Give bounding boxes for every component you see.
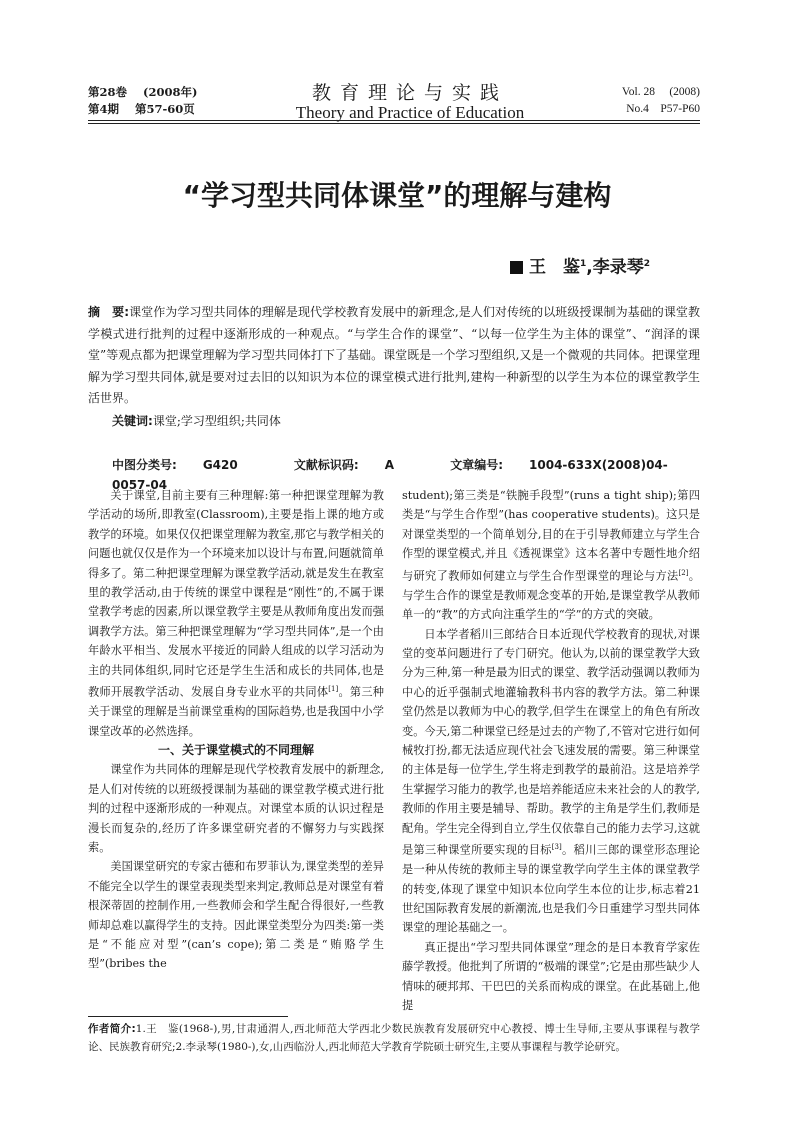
doc-code bbox=[294, 458, 420, 472]
body-column-right bbox=[402, 486, 700, 1015]
paper-title: “学习型共同体课堂”的理解与建构 bbox=[182, 179, 612, 212]
body-paragraph: 课堂作为共同体的理解是现代学校教育发展中的新理念,是人们对传统的以班级授课制为基础的课堂教学模式进行批判的过程中逐渐形成的一种观点。对课堂本质的认识过程是漫长而复杂的,经历了许多课堂研究者的不懈努力与实践探索。 bbox=[88, 763, 384, 855]
author-1-affil: 1 bbox=[580, 259, 587, 269]
article-number-value: 1004-633X(2008)04-0057-04 bbox=[112, 458, 668, 492]
paragraph-text: 。稻川三郎的课堂形态理论是一种从传统的教师主导的课堂教学向学生主体的课堂教学的转变,体现了课堂中知识本位向学生本位的让步,标志着21世纪国际教育发展的新潮流,也是我们今日重建学习型共同体课堂的理论基础之一。 bbox=[402, 843, 700, 935]
citation-ref: [3] bbox=[551, 843, 562, 852]
paragraph-text: student);第三类是“铁腕手段型”(runs a tight ship);第四类是“与学生合作型”(has cooperative students)。这只是对课堂类型的一个简单划分,目的在于引导教师建立与学生合作型的课堂模式,并且《透视课堂》这本名著中专题性地介绍与研究了教师如何建立与学生合作型课堂的理论与方法 bbox=[402, 489, 700, 583]
paragraph-text: 关于课堂,目前主要有三种理解:第一种把课堂理解为教学活动的场所,即教室(Classroom),主要是指上课的地方或教学的环境。如果仅仅把课堂理解为教室,那它与教学相关的问题也就仅仅是作为一个环境来加以设计与布置,问题就简单得多了。第二种把课堂理解为课堂教学活动,就是发生在教室里的教学活动,由于传统的课堂中课程是“刚性”的,不属于课堂教学考虑的因素,所以课堂教学主要是从教师角度出发而强调教学方法。第三种把课堂理解为“学习型共同体”,是一个由年龄水平相当、发展水平接近的同龄人组成的以学习活动为主的共同体组织,同时它还是学生生活和成长的共同体,也是教师开展教学活动、发展自身专业水平的共同体 bbox=[88, 489, 384, 699]
clc bbox=[112, 458, 264, 472]
author-2-affil: 2 bbox=[643, 259, 650, 269]
author-2: 李录琴 bbox=[592, 257, 644, 278]
authors bbox=[470, 252, 650, 280]
volume-cn: 第28卷 bbox=[88, 85, 128, 99]
body-paragraph: 真正提出“学习型共同体课堂”理念的是日本教育学家佐藤学教授。他批判了所谓的“极端的课堂”;它是由那些缺少人情味的硬邦邦、干巴巴的关系而构成的课堂。在此基础上,他提 bbox=[402, 940, 700, 1013]
keywords-text: 课堂;学习型组织;共同体 bbox=[152, 414, 281, 428]
body-paragraph bbox=[88, 486, 384, 741]
doc-code-label: 文献标识码: bbox=[293, 458, 359, 472]
journal-title-cn: 教育理论与实践 bbox=[311, 82, 508, 104]
header-right bbox=[595, 84, 700, 118]
paragraph-text: 日本学者稻川三郎结合日本近现代学校教育的现状,对课堂的变革问题进行了专门研究。他认为,以前的课堂教学大致分为三种,第一种是最为旧式的课堂、教学活动强调以教师为中心的近乎强制式地灌输教科书内容的教学方法。第二种课堂仍然是以教师为中心的教学,但学生在课堂上的角色有所改变。今天,第二种课堂已经是过去的产物了,不管对它进行如何械牧打扮,都无法适应现代社会飞速发展的需要。第三种课堂的主体是每一位学生,学生将走到教学的最前沿。这是培养学生掌握学习能力的教学,也是培养能适应未来社会的人的教学,教师的作用主要是辅导、帮助。教学的主角是学生们,教师是配角。学生完全得到自立,学生仅依靠自己的能力去学习,这就是第三种课堂所要实现的目标 bbox=[402, 627, 700, 857]
abstract-text: 课堂作为学习型共同体的理解是现代学校教育发展中的新理念,是人们对传统的以班级授课制为基础的课堂教学模式进行批判的过程中逐渐形成的一种观点。“与学生合作的课堂”、“以每一位学生为主体的课堂”、“润泽的课堂”等观点都为把课堂理解为学习型共同体打下了基础。课堂既是一个学习型组织,又是一个微观的共同体。把课堂理解为学习型共同体,就是要对过去旧的以知识为本位的课堂模式进行批判,建构一种新型的以学生为本位的课堂教学生活世界。 bbox=[88, 305, 700, 405]
pages-en: P57-P60 bbox=[660, 103, 700, 115]
abstract-label: 摘 要: bbox=[88, 305, 129, 319]
header-rule-top bbox=[88, 120, 700, 121]
citation-ref: [1] bbox=[328, 685, 339, 694]
keywords-label: 关键词: bbox=[112, 414, 153, 428]
paragraph-text: 。与学生合作的课堂是教师观念变革的开始,是课堂教学从教师单一的“教”的方式向注重学生的“学”的方式的突破。 bbox=[402, 569, 700, 622]
clc-value: G420 bbox=[202, 458, 238, 472]
issue-en: No.4 bbox=[626, 103, 649, 115]
footnote-text: 1.王 鉴(1968-),男,甘肃通渭人,西北师范大学西北少数民族教育发展研究中心教授、博士生导师,主要从事课程与教学论、民族教育研究;2.李录琴(1980-),女,山西临汾人,西北师范大学教育学院硕士研究生,主要从事课程与教学论研究。 bbox=[88, 1023, 700, 1053]
body-paragraph bbox=[402, 486, 700, 625]
paragraph-text: 。第三种关于课堂的理解是当前课堂重构的国际趋势,也是我国中小学课堂改革的必然选择。 bbox=[88, 685, 384, 738]
keywords bbox=[112, 411, 700, 431]
section-heading: 一、关于课堂模式的不同理解 bbox=[157, 743, 314, 758]
author-1: 王 鉴 bbox=[529, 257, 580, 278]
doc-code-value: A bbox=[384, 458, 395, 472]
pages-cn: 第57-60页 bbox=[135, 102, 195, 116]
citation-ref: [2] bbox=[678, 568, 689, 577]
author-footnote bbox=[88, 1021, 700, 1056]
header-left bbox=[88, 84, 197, 118]
footnote-label: 作者简介: bbox=[88, 1023, 136, 1035]
volume-en: Vol. 28 bbox=[621, 86, 655, 98]
body-paragraph bbox=[402, 625, 700, 938]
issue-cn: 第4期 bbox=[88, 102, 120, 116]
journal-title-en: Theory and Practice of Education bbox=[295, 103, 525, 122]
article-number-label: 文章编号: bbox=[450, 458, 504, 472]
body-column-left bbox=[88, 486, 384, 974]
journal-title bbox=[240, 82, 580, 122]
year-en: (2008) bbox=[669, 86, 700, 98]
clc-label: 中图分类号: bbox=[112, 458, 177, 472]
footnote-rule bbox=[88, 1016, 288, 1017]
abstract bbox=[88, 302, 700, 410]
author-separator: , bbox=[586, 257, 593, 278]
year-cn: (2008年) bbox=[143, 85, 198, 99]
header-rule-bottom bbox=[88, 123, 700, 124]
author-marker-square bbox=[510, 261, 523, 274]
body-paragraph: 美国课堂研究的专家古德和布罗菲认为,课堂类型的差异不能完全以学生的课堂表现类型来判定,教师总是对课堂有着根深蒂固的控制作用,一些教师会和学生配合得很好,一些教师却总难以赢得学生的支持。因此课堂类型分为四类:第一类是“不能应对型”(can’s cope);第二类是“贿赂学生型”(bribes the bbox=[88, 860, 384, 971]
